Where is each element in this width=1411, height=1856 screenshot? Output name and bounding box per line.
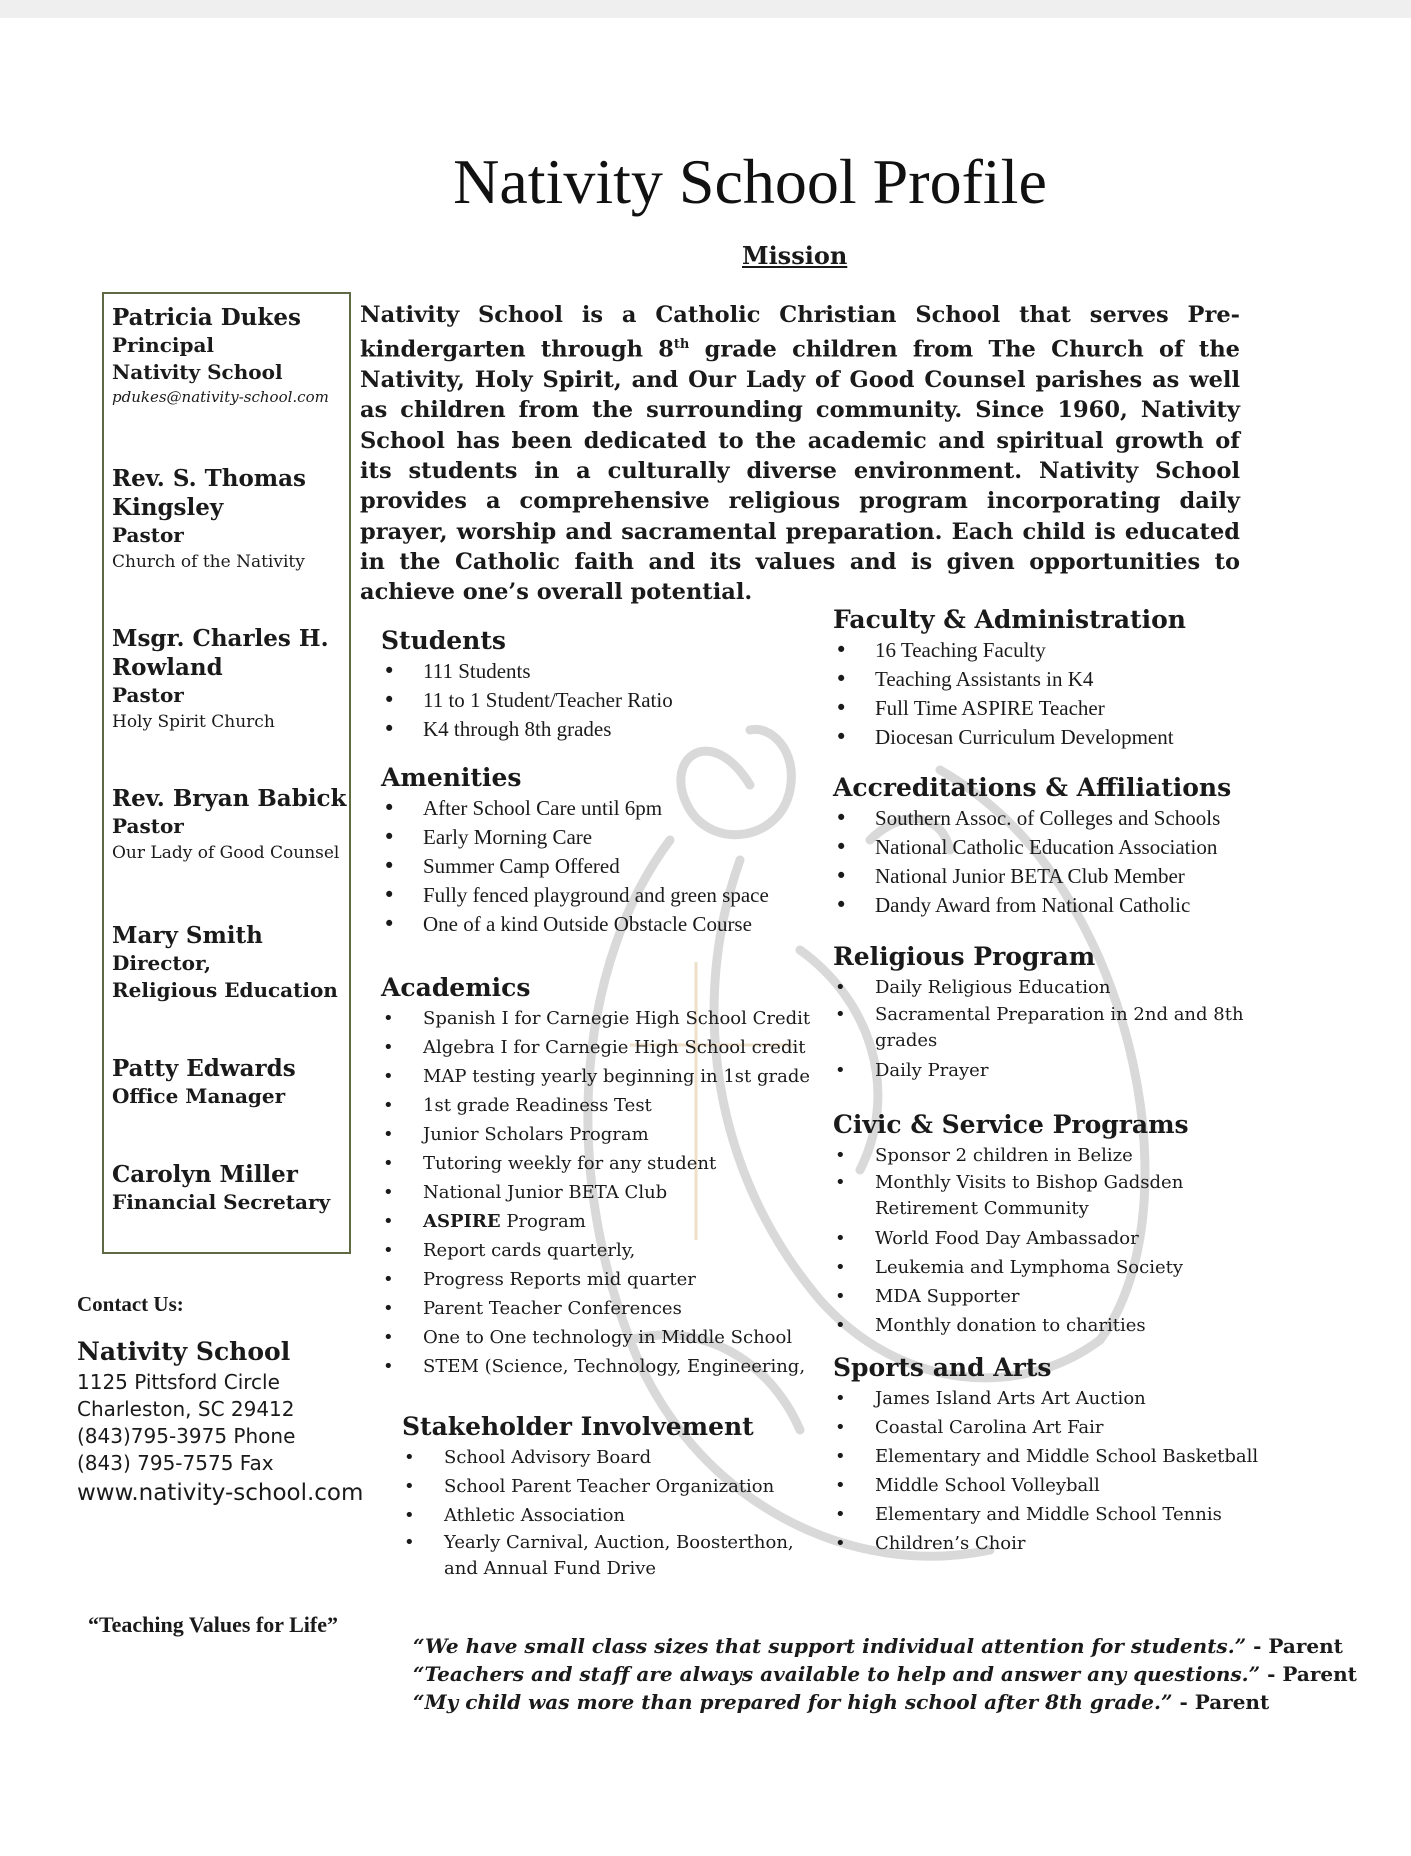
list-item: • Tutoring weekly for any student xyxy=(381,1149,841,1178)
section-heading: Students xyxy=(381,626,506,655)
list-item: • National Junior BETA Club xyxy=(381,1178,841,1207)
contact-block xyxy=(77,1335,363,1509)
list-item: • National Junior BETA Club Member xyxy=(833,862,1353,891)
list-item: • After School Care until 6pm xyxy=(381,794,841,823)
staff-name: Carolyn Miller xyxy=(112,1161,298,1188)
list-item: • Leukemia and Lymphoma Society xyxy=(833,1253,1253,1282)
list-item: • School Parent Teacher Organization xyxy=(402,1472,812,1501)
list-item: • Fully fenced playground and green space xyxy=(381,881,841,910)
testimonial: “My child was more than prepared for high school after 8th grade.” - Parent xyxy=(413,1690,1270,1714)
list-item: • Sponsor 2 children in Belize xyxy=(833,1141,1253,1170)
academics-section xyxy=(381,972,841,1381)
staff-card xyxy=(112,1160,352,1216)
staff-name: Rev. S. Thomas Kingsley xyxy=(112,465,306,521)
list-item: • MDA Supporter xyxy=(833,1282,1253,1311)
sports-section xyxy=(833,1352,1373,1558)
contact-phone: (843)795-3975 Phone xyxy=(77,1424,296,1448)
list-item: • Children’s Choir xyxy=(833,1529,1373,1558)
list-item: • 1st grade Readiness Test xyxy=(381,1091,841,1120)
section-heading: Civic & Service Programs xyxy=(833,1110,1189,1139)
staff-org: Church of the Nativity xyxy=(112,552,305,572)
staff-name: Patty Edwards xyxy=(112,1055,296,1082)
list-item: • School Advisory Board xyxy=(402,1443,812,1472)
list-item: • Algebra I for Carnegie High School credit xyxy=(381,1033,841,1062)
page-title: Nativity School Profile xyxy=(453,146,1047,217)
staff-name: Rev. Bryan Babick xyxy=(112,785,347,812)
list-item: • Junior Scholars Program xyxy=(381,1120,841,1149)
students-section xyxy=(381,625,821,744)
contact-school-name: Nativity School xyxy=(77,1337,291,1366)
staff-card xyxy=(112,303,352,409)
staff-org: Holy Spirit Church xyxy=(112,712,275,732)
staff-title: Principal xyxy=(112,333,215,357)
list-item: • Monthly donation to charities xyxy=(833,1311,1253,1340)
section-heading: Faculty & Administration xyxy=(833,605,1186,634)
section-heading: Accreditations & Affiliations xyxy=(833,773,1232,802)
section-heading: Stakeholder Involvement xyxy=(402,1412,754,1441)
list-item: • 111 Students xyxy=(381,657,821,686)
contact-fax: (843) 795-7575 Fax xyxy=(77,1451,274,1475)
list-item: • MAP testing yearly beginning in 1st grade xyxy=(381,1062,841,1091)
list-item: • Daily Prayer xyxy=(833,1056,1253,1085)
accreditations-section xyxy=(833,772,1353,920)
staff-title: Pastor xyxy=(112,523,184,547)
staff-org: Our Lady of Good Counsel xyxy=(112,843,340,863)
testimonial: “We have small class sizes that support individual attention for students.” - Parent xyxy=(413,1634,1343,1658)
section-heading: Amenities xyxy=(381,763,522,792)
staff-title: Religious Education xyxy=(112,978,338,1002)
staff-title: Office Manager xyxy=(112,1084,286,1108)
list-item: • One of a kind Outside Obstacle Course xyxy=(381,910,841,939)
list-item: • World Food Day Ambassador xyxy=(833,1224,1253,1253)
list-item: • One to One technology in Middle School xyxy=(381,1323,841,1352)
list-item: • Sacramental Preparation in 2nd and 8th grades xyxy=(833,1002,1253,1053)
list-item: • Monthly Visits to Bishop Gadsden Retirement Community xyxy=(833,1170,1253,1221)
list-item: • Summer Camp Offered xyxy=(381,852,841,881)
list-item: • Parent Teacher Conferences xyxy=(381,1294,841,1323)
religious-section xyxy=(833,941,1253,1085)
staff-title: Pastor xyxy=(112,814,184,838)
stakeholder-section xyxy=(402,1411,812,1584)
staff-card xyxy=(112,1054,352,1110)
section-heading: Religious Program xyxy=(833,942,1096,971)
staff-title: Director, xyxy=(112,951,212,975)
list-item: • Elementary and Middle School Basketball xyxy=(833,1442,1373,1471)
list-item: • Early Morning Care xyxy=(381,823,841,852)
list-item: • Elementary and Middle School Tennis xyxy=(833,1500,1373,1529)
staff-name: Patricia Dukes xyxy=(112,304,301,331)
list-item: • Teaching Assistants in K4 xyxy=(833,665,1353,694)
list-item: • Report cards quarterly, xyxy=(381,1236,841,1265)
list-item: • Southern Assoc. of Colleges and Schools xyxy=(833,804,1353,833)
civic-section xyxy=(833,1109,1253,1340)
list-item: • James Island Arts Art Auction xyxy=(833,1384,1373,1413)
staff-name: Mary Smith xyxy=(112,922,263,949)
staff-title: Pastor xyxy=(112,683,184,707)
list-item: • 11 to 1 Student/Teacher Ratio xyxy=(381,686,821,715)
staff-email: pdukes@nativity-school.com xyxy=(112,388,329,406)
list-item: • ASPIRE Program xyxy=(381,1207,841,1236)
list-item: • Full Time ASPIRE Teacher xyxy=(833,694,1353,723)
aspire-label: ASPIRE xyxy=(423,1211,501,1232)
mission-heading: Mission xyxy=(742,241,848,270)
list-item: • Daily Religious Education xyxy=(833,973,1253,1002)
list-item: • Dandy Award from National Catholic xyxy=(833,891,1353,920)
list-item: • Middle School Volleyball xyxy=(833,1471,1373,1500)
list-item: • Progress Reports mid quarter xyxy=(381,1265,841,1294)
list-item: • K4 through 8th grades xyxy=(381,715,821,744)
section-heading: Academics xyxy=(381,973,531,1002)
section-heading: Sports and Arts xyxy=(833,1353,1052,1382)
staff-org: Nativity School xyxy=(112,360,283,384)
top-bar xyxy=(0,0,1411,18)
staff-card xyxy=(112,784,352,867)
list-item: • 16 Teaching Faculty xyxy=(833,636,1353,665)
list-item: • National Catholic Education Association xyxy=(833,833,1353,862)
list-item: • STEM (Science, Technology, Engineering, xyxy=(381,1352,841,1381)
staff-card xyxy=(112,624,352,736)
list-item: • Spanish I for Carnegie High School Credit xyxy=(381,1004,841,1033)
contact-address-line: Charleston, SC 29412 xyxy=(77,1397,295,1421)
staff-title: Financial Secretary xyxy=(112,1190,331,1214)
mission-statement: Nativity School is a Catholic Christian School that serves Pre-kindergarten through 8th grade children from The Church of the Nativity, Holy Spirit, and Our Lady of Good Counsel parishes as well as children from the surrounding community. Since 1960, Nativity School has been dedicated to the academic and spiritual growth of its students in a culturally diverse environment. Nativity School provides a comprehensive religious program incorporating daily prayer, worship and sacramental preparation. Each child is educated in the Catholic faith and its values and is given opportunities to achieve one’s overall potential. xyxy=(360,302,1241,606)
school-motto: “Teaching Values for Life” xyxy=(88,1612,338,1637)
list-item: • Athletic Association xyxy=(402,1501,812,1530)
list-item: • Yearly Carnival, Auction, Boosterthon, and Annual Fund Drive xyxy=(402,1530,812,1581)
contact-address-line: 1125 Pittsford Circle xyxy=(77,1370,280,1394)
staff-name: Msgr. Charles H. Rowland xyxy=(112,625,329,681)
faculty-section xyxy=(833,604,1353,752)
staff-card xyxy=(112,921,352,1004)
contact-website-link[interactable]: www.nativity-school.com xyxy=(77,1480,364,1506)
list-item: • Diocesan Curriculum Development xyxy=(833,723,1353,752)
contact-label: Contact Us: xyxy=(77,1292,184,1316)
amenities-section xyxy=(381,762,841,939)
testimonials xyxy=(413,1632,1357,1716)
list-item: • Coastal Carolina Art Fair xyxy=(833,1413,1373,1442)
staff-card xyxy=(112,464,352,576)
testimonial: “Teachers and staff are always available to help and answer any questions.” - Parent xyxy=(413,1662,1357,1686)
staff-sidebar xyxy=(102,292,351,1254)
